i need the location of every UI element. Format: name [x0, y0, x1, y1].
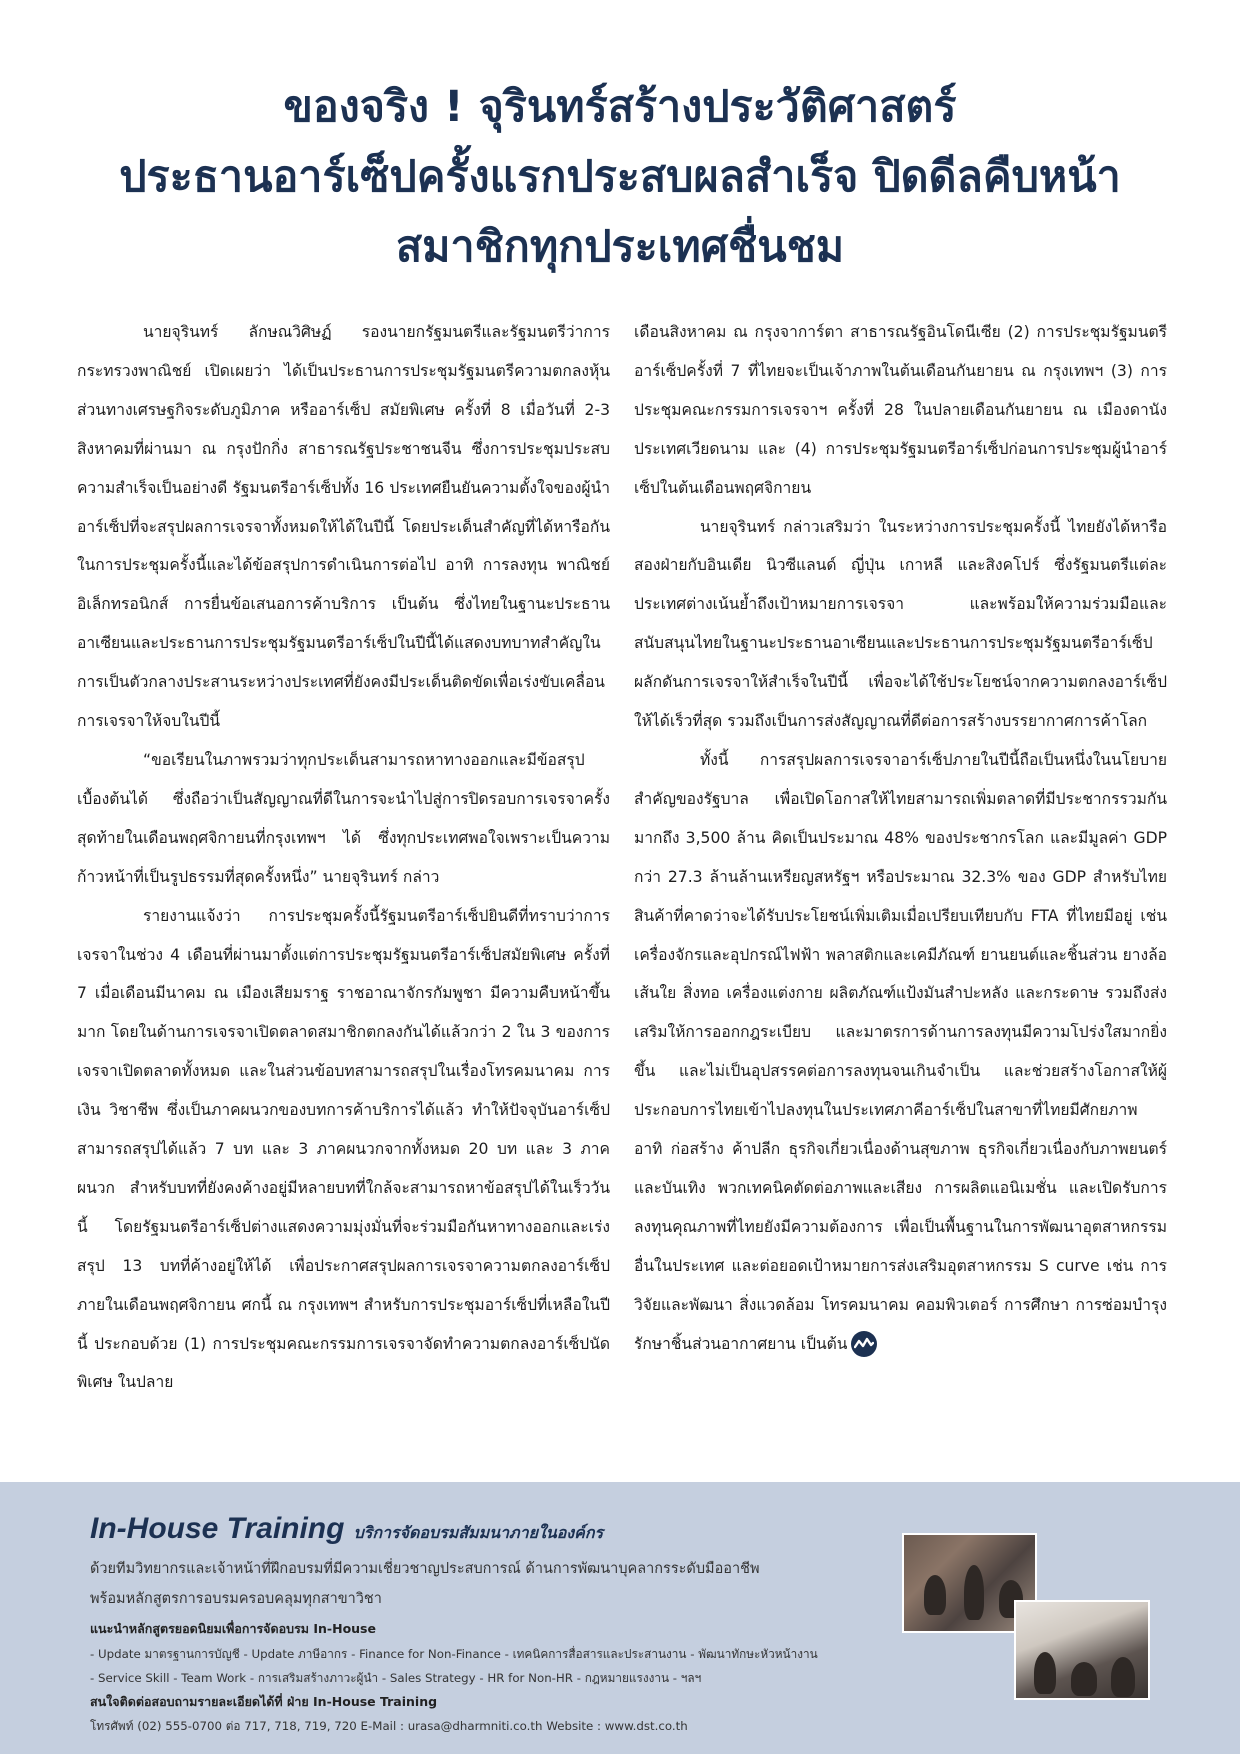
ad-title — [90, 1512, 603, 1546]
title-line-3: สมาชิกทุกประเทศชื่นชม — [395, 222, 845, 272]
ad-description-2: พร้อมหลักสูตรการอบรมครอบคลุมทุกสาขาวิชา — [90, 1591, 382, 1607]
training-photo-2 — [1014, 1600, 1150, 1700]
wave-logo-icon — [851, 1331, 877, 1357]
paragraph: “ขอเรียนในภาพรวมว่าทุกประเด็นสามารถหาทางออกและมีข้อสรุปเบื้องต้นได้ ซึ่งถือว่าเป็นสัญญาณที่ดีในการจะนำไปสู่การปิดรอบการเจรจาครั้งสุดท้ายในเดือนพฤศจิกายนที่กรุงเทพฯ ได้ ซึ่งทุกประเทศพอใจเพราะเป็นความก้าวหน้าที่เป็นรูปธรรมที่สุดครั้งหนึ่ง” นายจุรินทร์ กล่าว — [77, 750, 610, 886]
left-column — [77, 313, 610, 1463]
ad-brand-subtitle: บริการจัดอบรมสัมมนาภายในองค์กร — [353, 1523, 604, 1542]
article-body — [77, 313, 1167, 1463]
article-title — [40, 72, 1200, 282]
ad-brand: In-House Training — [90, 1512, 345, 1545]
paragraph-text: ทั้งนี้ การสรุปผลการเจรจาอาร์เซ็ปภายในปีนี้ถือเป็นหนึ่งในนโยบายสำคัญของรัฐบาล เพื่อเปิดโอกาสให้ไทยสามารถเพิ่มตลาดที่มีประชากรรวมกันมากถึง 3,500 ล้าน คิดเป็นประมาณ 48% ของประชากรโลก และมีมูลค่า GDP กว่า 27.3 ล้านล้านเหรียญสหรัฐฯ หรือประมาณ 32.3% ของ GDP สำหรับไทยสินค้าที่คาดว่าจะได้รับประโยชน์เพิ่มเติมเมื่อเปรียบเทียบกับ FTA ที่ไทยมีอยู่ เช่น เครื่องจักรและอุปกรณ์ไฟฟ้า พลาสติกและเคมีภัณฑ์ ยานยนต์และชิ้นส่วน ยางล้อ เส้นใย สิ่งทอ เครื่องแต่งกาย ผลิตภัณฑ์แป้งมันสำปะหลัง และกระดาษ รวมถึงส่งเสริมให้การออกกฎระเบียบ และมาตรการด้านการลงทุนมีความโปร่งใสมากยิ่งขึ้น และไม่เป็นอุปสรรคต่อการลงทุนจนเกินจำเป็น และช่วยสร้างโอกาสให้ผู้ประกอบการไทยเข้าไปลงทุนในประเทศภาคีอาร์เซ็ปในสาขาที่ไทยมีศักยภาพ อาทิ ก่อสร้าง ค้าปลีก ธุรกิจเกี่ยวเนื่องด้านสุขภาพ ธุรกิจเกี่ยวเนื่องกับภาพยนตร์ และบันเทิง พวกเทคนิคตัดต่อภาพและเสียง การผลิตแอนิเมชั่น และเปิดรับการลงทุนคุณภาพที่ไทยยังมีความต้องการ เพื่อเป็นพื้นฐานในการพัฒนาอุตสาหกรรมอื่นในประเทศ และต่อยอดเป้าหมายการส่งเสริมอุตสาหกรรม S curve เช่น การวิจัยและพัฒนา สิ่งแวดล้อม โทรคมนาคม คอมพิวเตอร์ การศึกษา การซ่อมบำรุงรักษาชิ้นส่วนอากาศยาน เป็นต้น — [634, 750, 1167, 1353]
contact-heading: สนใจติดต่อสอบถามรายละเอียดได้ที่ ฝ่าย In-House Training — [90, 1694, 438, 1709]
paragraph: รายงานแจ้งว่า การประชุมครั้งนี้รัฐมนตรีอาร์เซ็ปยินดีที่ทราบว่าการเจรจาในช่วง 4 เดือนที่ผ่านมาตั้งแต่การประชุมรัฐมนตรีอาร์เซ็ปสมัยพิเศษ ครั้งที่ 7 เมื่อเดือนมีนาคม ณ เมืองเสียมราฐ ราชอาณาจักรกัมพูชา มีความคืบหน้าขึ้นมาก โดยในด้านการเจรจาเปิดตลาดสมาชิกตกลงกันได้แล้วกว่า 2 ใน 3 ของการเจรจาเปิดตลาดทั้งหมด และในส่วนข้อบทสามารถสรุปในเรื่องโทรคมนาคม การเงิน วิชาชีพ ซึ่งเป็นภาคผนวกของบทการค้าบริการได้แล้ว ทำให้ปัจจุบันอาร์เซ็ปสามารถสรุปได้แล้ว 7 บท และ 3 ภาคผนวกจากทั้งหมด 20 บท และ 3 ภาคผนวก สำหรับบทที่ยังคงค้างอยู่มีหลายบทที่ใกล้จะสามารถหาข้อสรุปได้ในเร็ววันนี้ โดยรัฐมนตรีอาร์เซ็ปต่างแสดงความมุ่งมั่นที่จะร่วมมือกันหาทางออกและเร่งสรุป 13 บทที่ค้างอยู่ให้ได้ เพื่อประกาศสรุปผลการเจรจาความตกลงอาร์เซ็ปภายในเดือนพฤศจิกายน ศกนี้ ณ กรุงเทพฯ สำหรับการประชุมอาร์เซ็ปที่เหลือในปีนี้ ประกอบด้วย (1) การประชุมคณะกรรมการเจรจาจัดทำความตกลงอาร์เซ็ปนัดพิเศษ ในปลาย — [77, 906, 610, 1392]
ad-text — [90, 1554, 910, 1738]
title-line-1: ของจริง ! จุรินทร์สร้างประวัติศาสตร์ — [283, 82, 957, 132]
courses-line-2: - Service Skill - Team Work - การเสริมสร้างภาวะผู้นำ - Sales Strategy - HR for Non-HR - กฎหมายแรงงาน - ฯลฯ — [90, 1671, 702, 1685]
paragraph: นายจุรินทร์ ลักษณวิศิษฏ์ รองนายกรัฐมนตรีและรัฐมนตรีว่าการกระทรวงพาณิชย์ เปิดเผยว่า ได้เป็นประธานการประชุมรัฐมนตรีความตกลงหุ้นส่วนทางเศรษฐกิจระดับภูมิภาค หรืออาร์เซ็ป สมัยพิเศษ ครั้งที่ 8 เมื่อวันที่ 2-3 สิงหาคมที่ผ่านมา ณ กรุงปักกิ่ง สาธารณรัฐประชาชนจีน ซึ่งการประชุมประสบความสำเร็จเป็นอย่างดี รัฐมนตรีอาร์เซ็ปทั้ง 16 ประเทศยืนยันความตั้งใจของผู้นำอาร์เซ็ปที่จะสรุปผลการเจรจาทั้งหมดให้ได้ในปีนี้ โดยประเด็นสำคัญที่ได้หารือกันในการประชุมครั้งนี้และได้ข้อสรุปการดำเนินการต่อไป อาทิ การลงทุน พาณิชย์อิเล็กทรอนิกส์ การยื่นข้อเสนอการค้าบริการ เป็นต้น ซึ่งไทยในฐานะประธานอาเซียนและประธานการประชุมรัฐมนตรีอาร์เซ็ปในปีนี้ได้แสดงบทบาทสำคัญในการเป็นตัวกลางประสานระหว่างประเทศที่ยังคงมีประเด็นติดขัดเพื่อเร่งขับเคลื่อนการเจรจาให้จบในปีนี้ — [77, 323, 610, 731]
ad-description-1: ด้วยทีมวิทยากรและเจ้าหน้าที่ฝึกอบรมที่มีความเชี่ยวชาญประสบการณ์ ด้านการพัฒนาบุคลากรระดับมืออาชีพ — [90, 1561, 760, 1577]
title-line-2: ประธานอาร์เซ็ปครั้งแรกประสบผลสำเร็จ ปิดดีลคืบหน้า — [119, 152, 1121, 202]
contact-line: โทรศัพท์ (02) 555-0700 ต่อ 717, 718, 719, 720 E-Mail : urasa@dharmniti.co.th Website : www.dst.co.th — [90, 1719, 688, 1733]
in-house-training-ad — [0, 1482, 1240, 1754]
courses-line-1: - Update มาตรฐานการบัญชี - Update ภาษีอากร - Finance for Non-Finance - เทคนิคการสื่อสารและประสานงาน - พัฒนาทักษะหัวหน้างาน — [90, 1647, 818, 1661]
paragraph: เดือนสิงหาคม ณ กรุงจาการ์ตา สาธารณรัฐอินโดนีเซีย (2) การประชุมรัฐมนตรีอาร์เซ็ปครั้งที่ 7 ที่ไทยจะเป็นเจ้าภาพในต้นเดือนกันยายน ณ กรุงเทพฯ (3) การประชุมคณะกรรมการเจรจาฯ ครั้งที่ 28 ในปลายเดือนกันยายน ณ เมืองดานัง ประเทศเวียดนาม และ (4) การประชุมรัฐมนตรีอาร์เซ็ปก่อนการประชุมผู้นำอาร์เซ็ปในต้นเดือนพฤศจิกายน — [634, 323, 1167, 497]
courses-heading: แนะนำหลักสูตรยอดนิยมเพื่อการจัดอบรม In-House — [90, 1621, 376, 1636]
right-column — [634, 313, 1167, 1463]
paragraph: นายจุรินทร์ กล่าวเสริมว่า ในระหว่างการประชุมครั้งนี้ ไทยยังได้หารือสองฝ่ายกับอินเดีย นิวซีแลนด์ ญี่ปุ่น เกาหลี และสิงคโปร์ ซึ่งรัฐมนตรีแต่ละประเทศต่างเน้นย้ำถึงเป้าหมายการเจรจา และพร้อมให้ความร่วมมือและสนับสนุนไทยในฐานะประธานอาเซียนและประธานการประชุมรัฐมนตรีอาร์เซ็ปผลักดันการเจรจาให้สำเร็จในปีนี้ เพื่อจะได้ใช้ประโยชน์จากความตกลงอาร์เซ็ปให้ได้เร็วที่สุด รวมถึงเป็นการส่งสัญญาณที่ดีต่อการสร้างบรรยากาศการค้าโลก — [634, 517, 1167, 731]
paragraph-last — [634, 741, 1167, 1364]
